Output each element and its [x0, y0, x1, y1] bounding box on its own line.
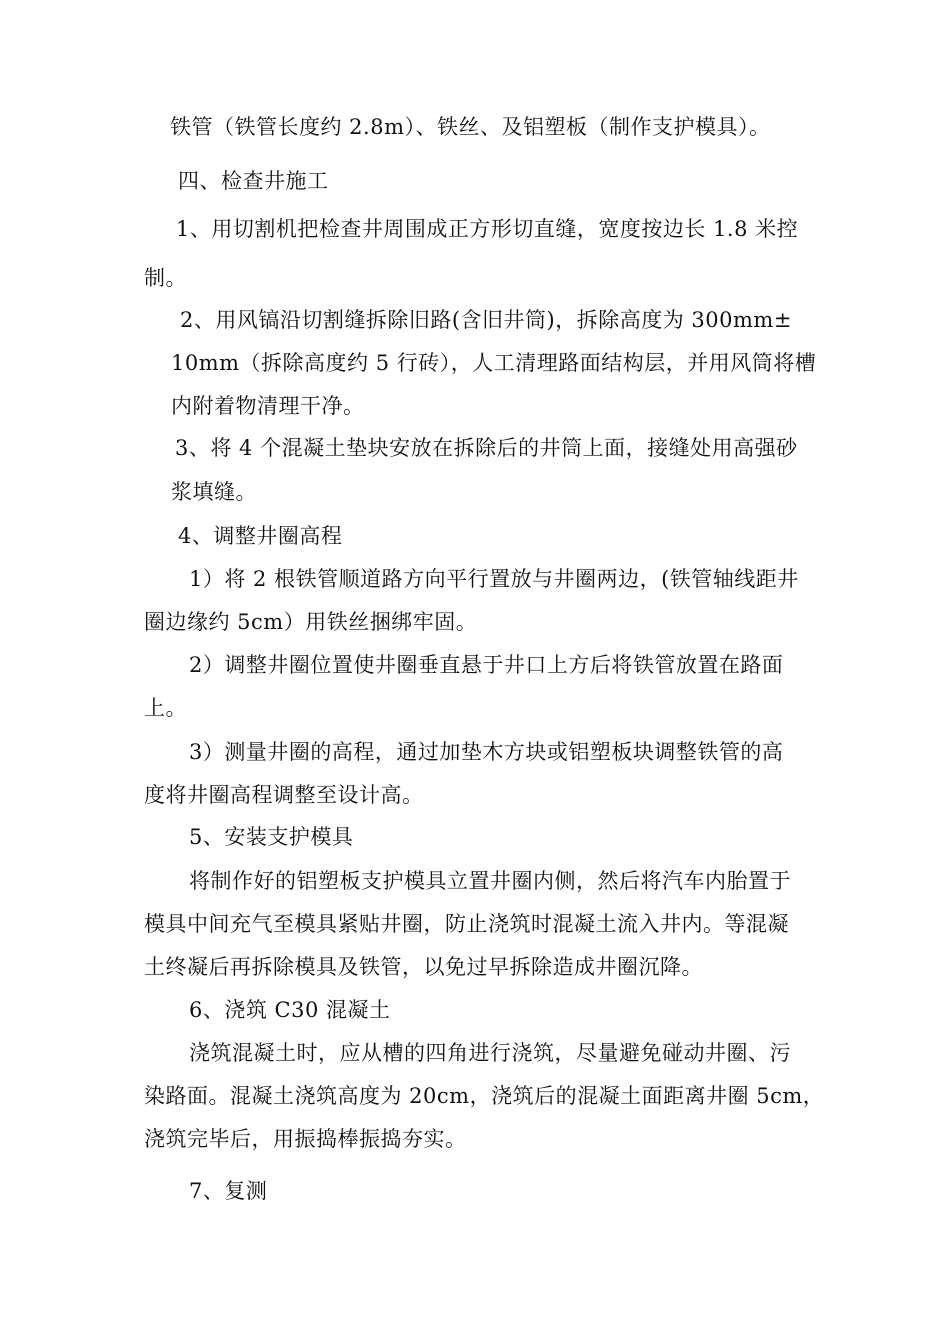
subsection-heading: 7、复测	[189, 1179, 268, 1203]
text-line: 3）测量井圈的高程，通过加垫木方块或铝塑板块调整铁管的高	[189, 740, 784, 764]
text-line: 染路面。混凝土浇筑高度为 20cm，浇筑后的混凝土面距离井圈 5cm，	[144, 1084, 825, 1108]
text-line: 内附着物清理干净。	[171, 394, 365, 418]
text-line: 上。	[144, 696, 187, 720]
text-line: 圈边缘约 5cm）用铁丝捆绑牢固。	[144, 610, 478, 634]
text-line: 浇筑混凝土时，应从槽的四角进行浇筑，尽量避免碰动井圈、污	[189, 1041, 791, 1065]
text-line: 制。	[144, 266, 187, 290]
text-line: 10mm（拆除高度约 5 行砖），人工清理路面结构层，并用风筒将槽	[171, 351, 817, 375]
text-line: 1）将 2 根铁管顺道路方向平行置放与井圈两边，(铁管轴线距井	[189, 567, 799, 591]
text-line: 2）调整井圈位置使井圈垂直悬于井口上方后将铁管放置在路面	[189, 653, 784, 677]
text-line: 将制作好的铝塑板支护模具立置井圈内侧，然后将汽车内胎置于	[189, 869, 791, 893]
text-line: 浇筑完毕后，用振捣棒振捣夯实。	[144, 1127, 467, 1151]
text-line: 土终凝后再拆除模具及铁管，以免过早拆除造成井圈沉降。	[144, 955, 703, 979]
text-line: 2、用风镐沿切割缝拆除旧路(含旧井筒)，拆除高度为 300mm±	[180, 308, 792, 332]
subsection-heading: 6、浇筑 C30 混凝土	[189, 998, 391, 1022]
text-line: 浆填缝。	[171, 480, 257, 504]
text-line: 1、用切割机把检查井周围成正方形切直缝，宽度按边长 1.8 米控	[176, 217, 799, 241]
text-line: 3、将 4 个混凝土垫块安放在拆除后的井筒上面，接缝处用高强砂	[175, 436, 798, 460]
subsection-heading: 5、安装支护模具	[189, 825, 354, 849]
subsection-heading: 4、调整井圈高程	[178, 524, 343, 548]
text-line: 模具中间充气至模具紧贴井圈，防止浇筑时混凝土流入井内。等混凝	[144, 912, 789, 936]
text-line: 度将井圈高程调整至设计高。	[144, 783, 424, 807]
text-line: 铁管（铁管长度约 2.8m）、铁丝、及铝塑板（制作支护模具）。	[170, 115, 771, 139]
section-heading: 四、检查井施工	[178, 169, 329, 193]
